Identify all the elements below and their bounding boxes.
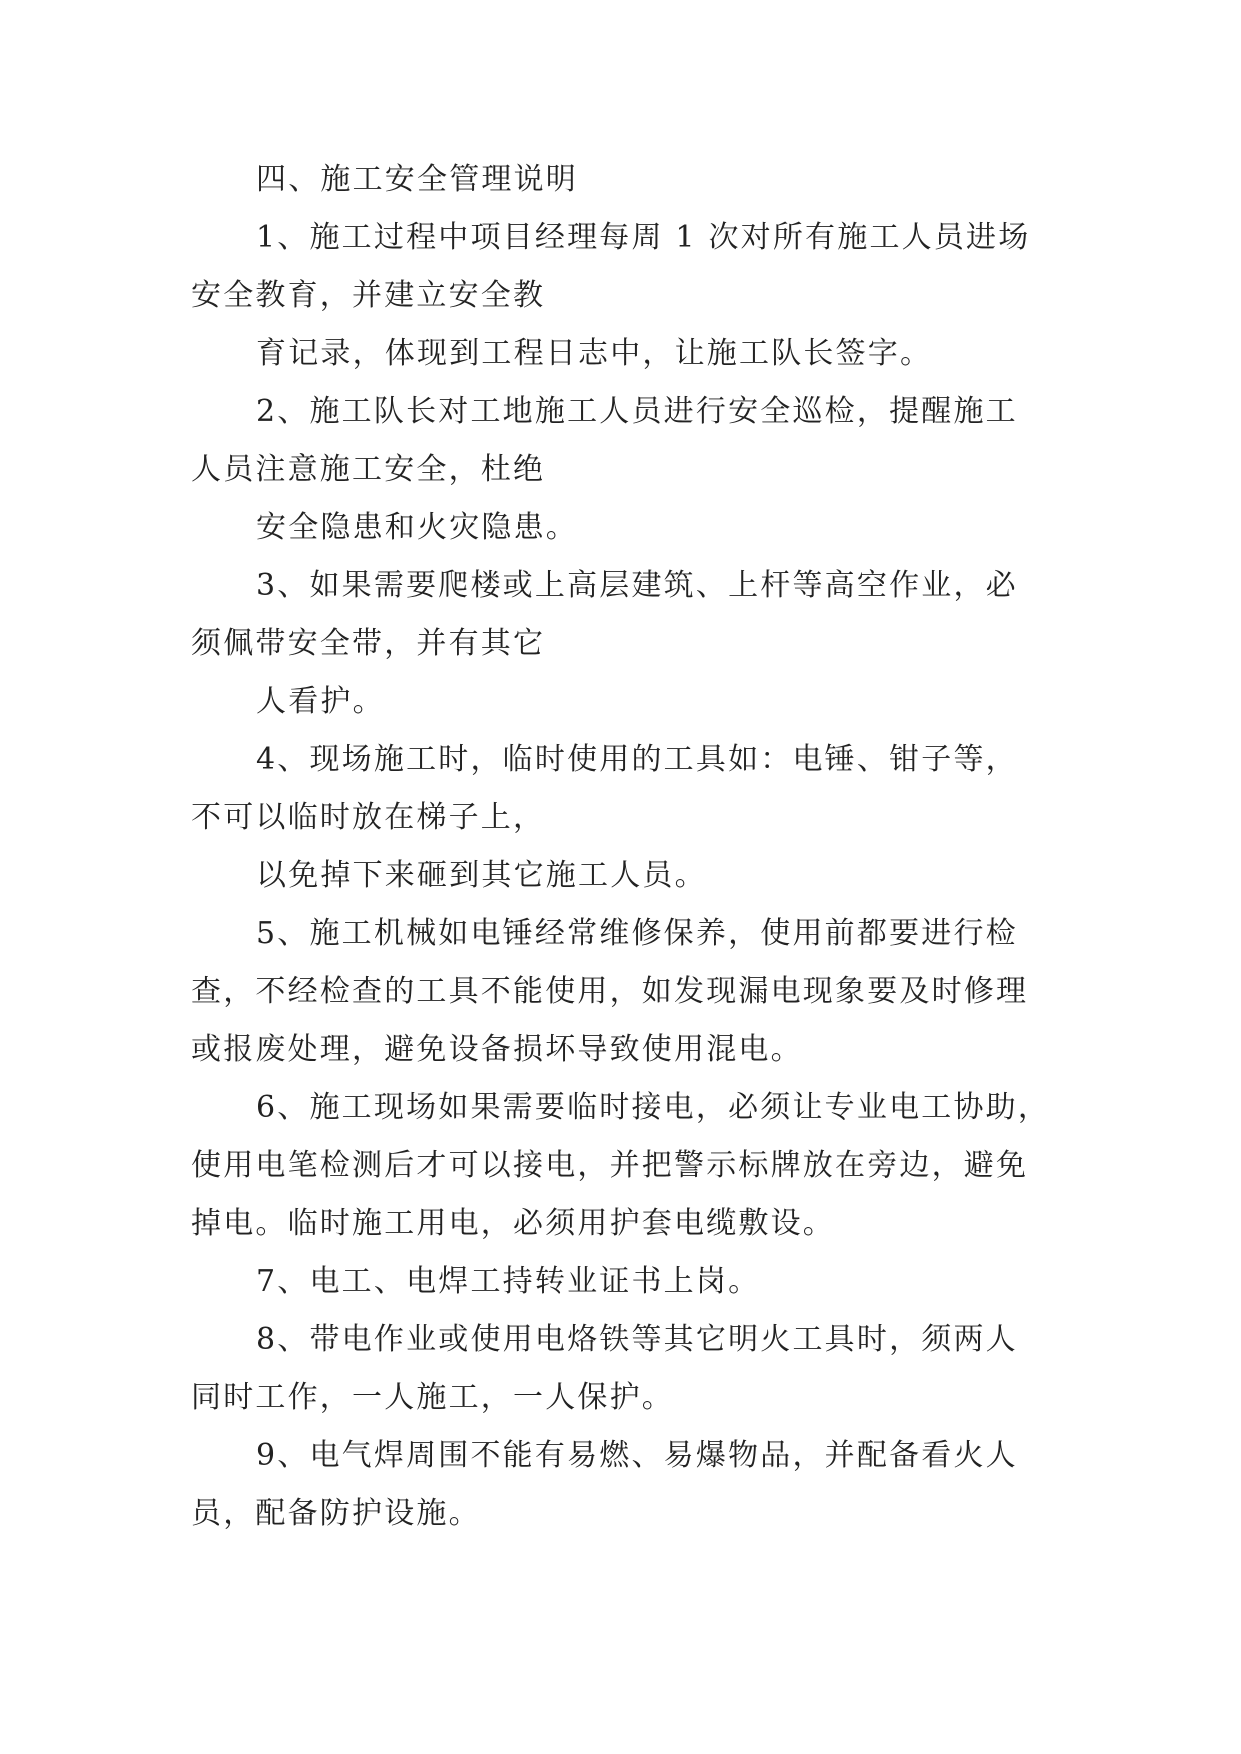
text-line: 以免掉下来砸到其它施工人员。 — [256, 858, 707, 893]
text-line: 使用电笔检测后才可以接电，并把警示标牌放在旁边，避免 — [191, 1148, 1029, 1183]
text-line: 6、施工现场如果需要临时接电，必须让专业电工协助， — [256, 1090, 1051, 1125]
text-line: 3、如果需要爬楼或上高层建筑、上杆等高空作业，必 — [256, 568, 1018, 603]
paragraph-lines — [191, 218, 1071, 1534]
text-line: 4、现场施工时，临时使用的工具如：电锤、钳子等， — [256, 742, 1018, 777]
text-line: 不可以临时放在梯子上， — [191, 800, 546, 835]
text-line: 2、施工队长对工地施工人员进行安全巡检，提醒施工 — [256, 394, 1018, 429]
text-line: 查，不经检查的工具不能使用，如发现漏电现象要及时修理 — [191, 974, 1029, 1009]
text-line: 员，配备防护设施。 — [191, 1496, 481, 1531]
text-line: 掉电。临时施工用电，必须用护套电缆敷设。 — [191, 1206, 835, 1241]
text-line: 9、电气焊周围不能有易燃、易爆物品，并配备看火人 — [256, 1438, 1018, 1473]
text-line: 安全隐患和火灾隐患。 — [256, 510, 578, 545]
text-line: 8、带电作业或使用电烙铁等其它明火工具时，须两人 — [256, 1322, 1018, 1357]
text-line: 育记录，体现到工程日志中，让施工队长签字。 — [256, 336, 933, 371]
section-heading: 四、施工安全管理说明 — [256, 162, 578, 197]
text-line: 7、电工、电焊工持转业证书上岗。 — [256, 1264, 761, 1299]
document-body — [191, 160, 1071, 1552]
text-line: 须佩带安全带，并有其它 — [191, 626, 546, 661]
text-line: 安全教育，并建立安全教 — [191, 278, 546, 313]
text-line: 1、施工过程中项目经理每周 1 次对所有施工人员进场 — [256, 220, 1031, 255]
text-line: 或报废处理，避免设备损坏导致使用混电。 — [191, 1032, 803, 1067]
text-line: 人看护。 — [256, 684, 385, 719]
text-line: 人员注意施工安全，杜绝 — [191, 452, 546, 487]
text-line: 同时工作，一人施工，一人保护。 — [191, 1380, 674, 1415]
text-line: 5、施工机械如电锤经常维修保养，使用前都要进行检 — [256, 916, 1018, 951]
